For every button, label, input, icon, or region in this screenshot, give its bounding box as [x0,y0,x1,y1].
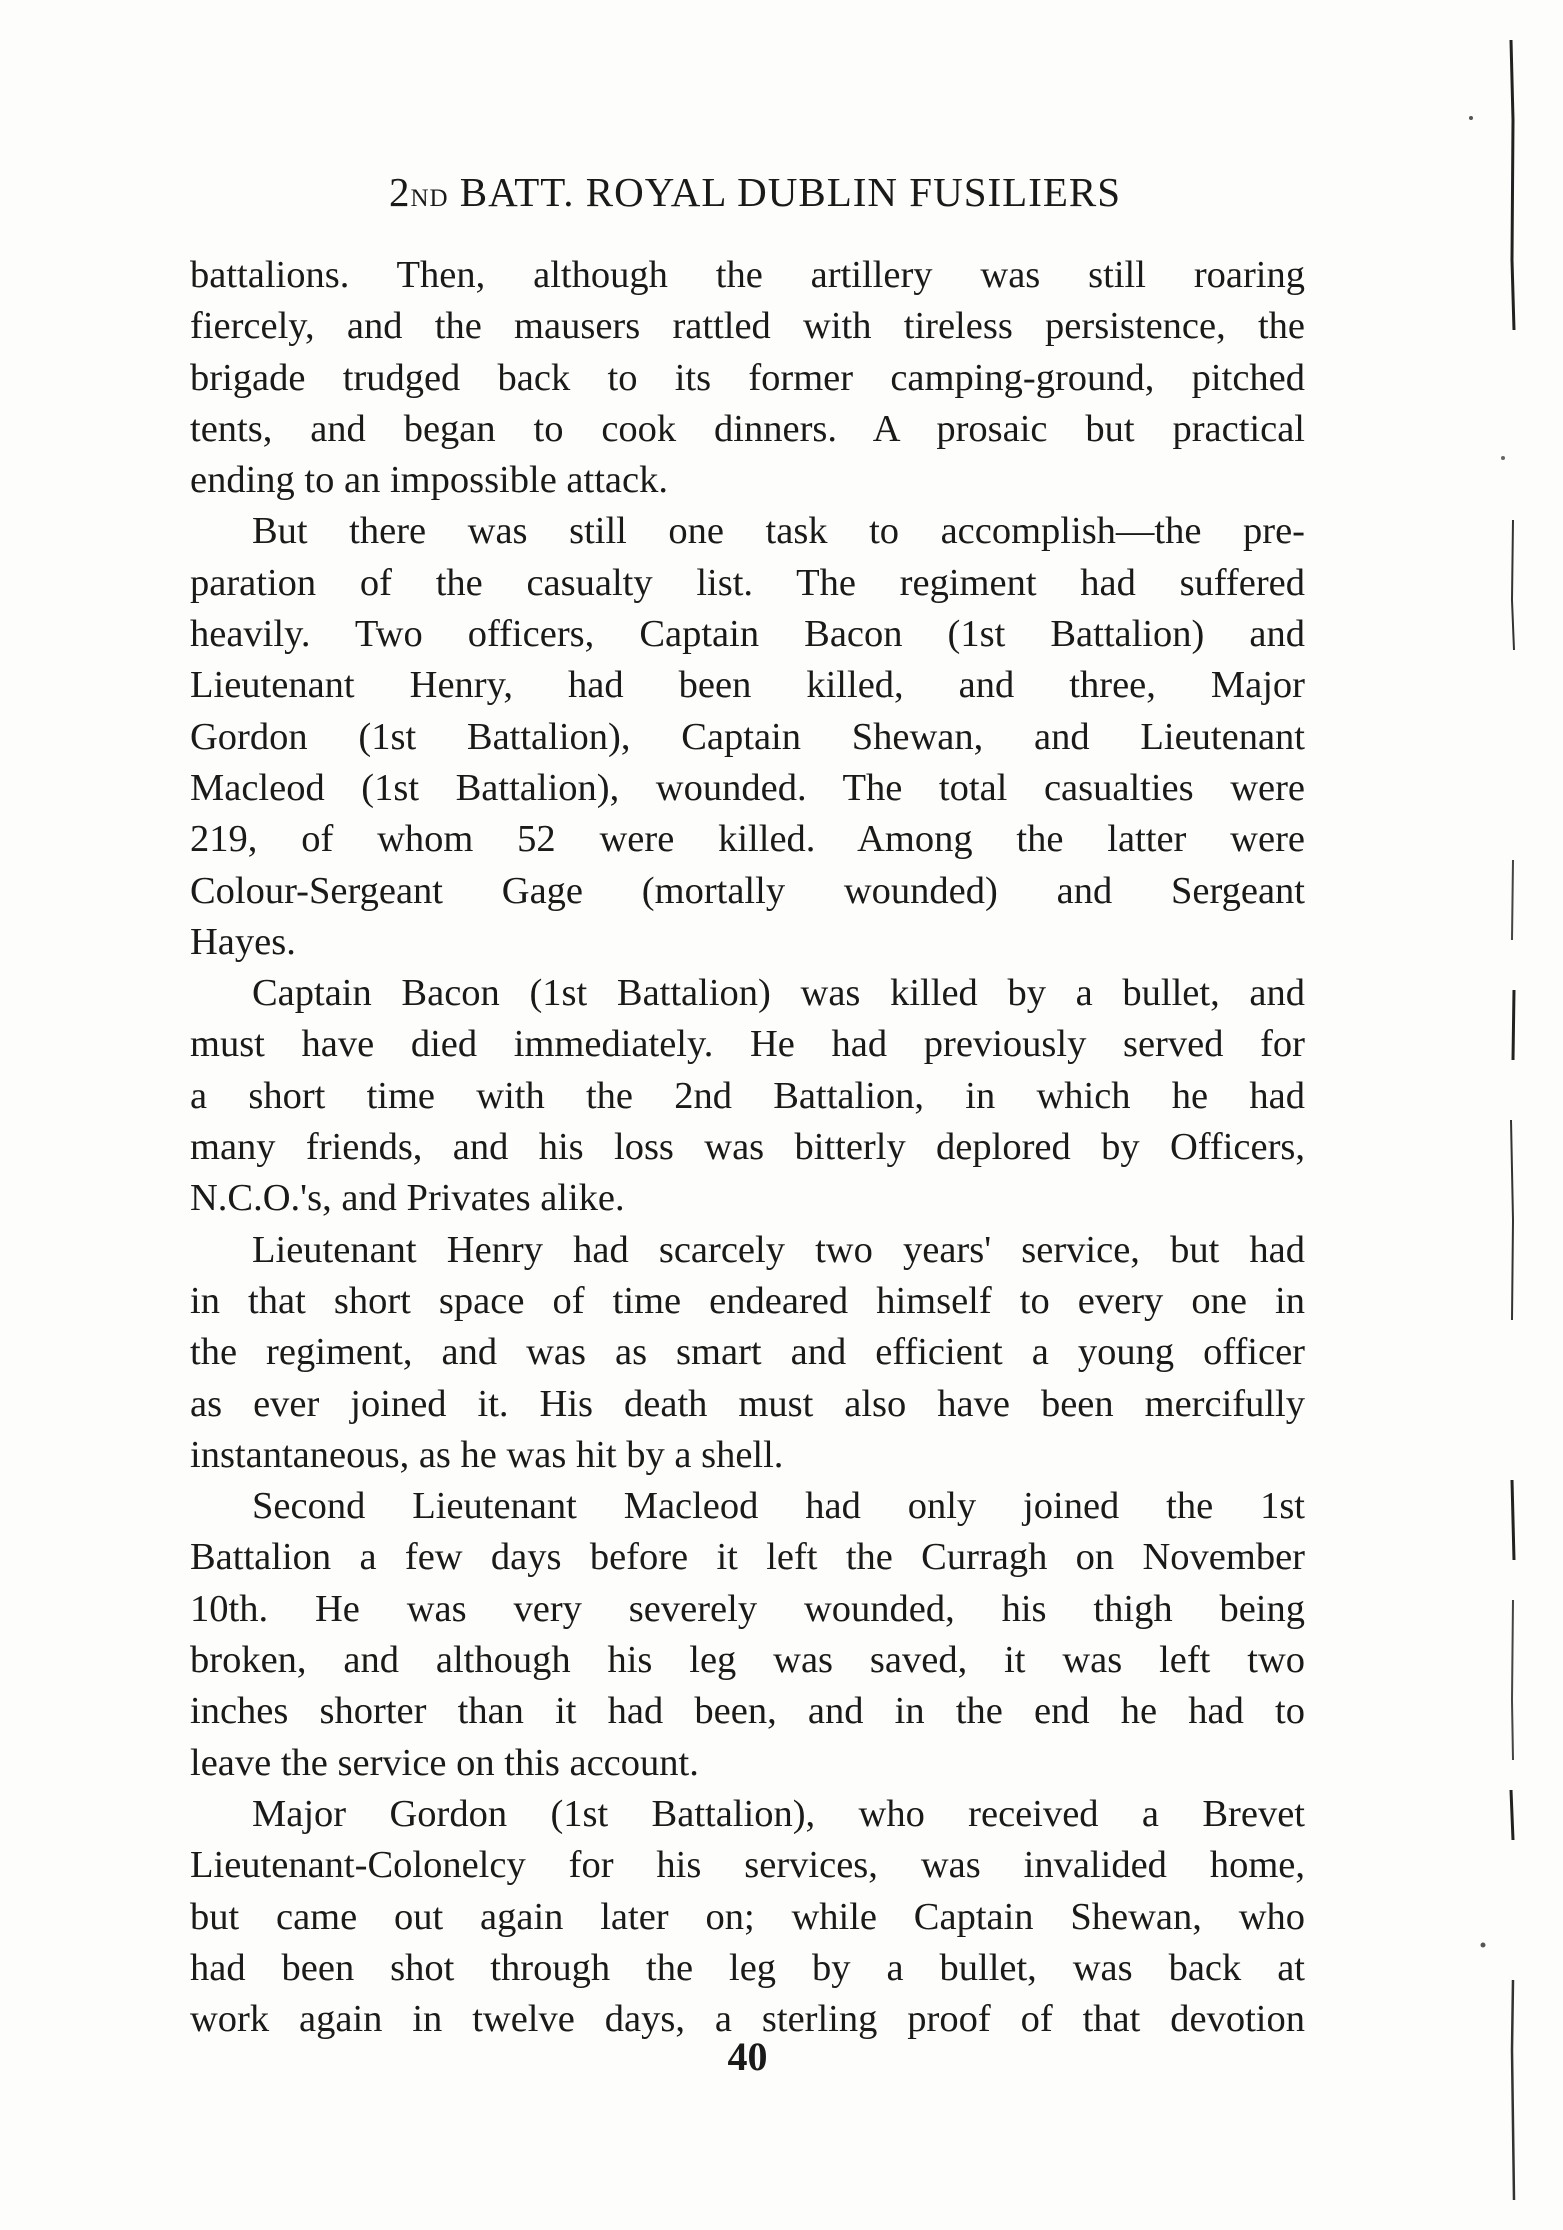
text-line: Colour-Sergeant Gage (mortally wounded) and Sergeant [190,869,1305,912]
text-line: but came out again later on; while Captain Shewan, who [190,1895,1305,1938]
text-line: inches shorter than it had been, and in the end he had to [190,1690,1305,1733]
text-line: ending to an impossible attack. [190,459,668,502]
text-line: Hayes. [190,920,296,963]
body-text [190,250,1305,2045]
text-line: But there was still one task to accomplish—the pre- [252,510,1305,553]
text-line: 219, of whom 52 were killed. Among the latter were [190,818,1305,861]
text-line: Battalion a few days before it left the Curragh on November [190,1536,1305,1579]
text-line: broken, and although his leg was saved, it was left two [190,1639,1305,1682]
text-line: Lieutenant Henry had scarcely two years' service, but had [252,1228,1305,1271]
text-line: the regiment, and was as smart and efficient a young officer [190,1331,1305,1374]
running-head-title: BATT. ROYAL DUBLIN FUSILIERS [448,169,1122,215]
text-line: Macleod (1st Battalion), wounded. The total casualties were [190,766,1305,809]
text-line: heavily. Two officers, Captain Bacon (1st Battalion) and [190,613,1305,656]
text-line: had been shot through the leg by a bullet, was back at [190,1946,1305,1989]
text-line: Lieutenant Henry, had been killed, and three, Major [190,664,1305,707]
text-line: work again in twelve days, a sterling proof of that devotion [190,1998,1305,2041]
text-line: N.C.O.'s, and Privates alike. [190,1177,625,1220]
text-line: fiercely, and the mausers rattled with tireless persistence, the [190,305,1305,348]
page-number: 40 [727,2034,768,2079]
text-line: Captain Bacon (1st Battalion) was killed by a bullet, and [252,972,1305,1015]
text-line: Lieutenant-Colonelcy for his services, was invalided home, [190,1844,1305,1887]
text-line: in that short space of time endeared himself to every one in [190,1279,1305,1322]
running-head [190,168,1320,216]
text-line: brigade trudged back to its former camping-ground, pitched [190,356,1305,399]
running-head-number: 2 [388,169,411,215]
text-line: paration of the casualty list. The regiment had suffered [190,561,1305,604]
text-line: as ever joined it. His death must also have been mercifully [190,1382,1305,1425]
text-line: tents, and began to cook dinners. A prosaic but practical [190,407,1305,450]
text-line: battalions. Then, although the artillery was still roaring [190,254,1305,296]
running-head-ordinal-suffix: ND [410,185,449,212]
text-line: Gordon (1st Battalion), Captain Shewan, and Lieutenant [190,715,1305,758]
text-line: many friends, and his loss was bitterly deplored by Officers, [190,1126,1305,1169]
text-line: a short time with the 2nd Battalion, in which he had [190,1074,1305,1117]
text-line: Major Gordon (1st Battalion), who received a Brevet [252,1792,1305,1835]
binding-edge-shadow [1423,0,1563,2230]
text-line: must have died immediately. He had previously served for [190,1023,1305,1066]
text-line: 10th. He was very severely wounded, his thigh being [190,1587,1305,1630]
text-line: leave the service on this account. [190,1741,699,1784]
text-line: Second Lieutenant Macleod had only joined the 1st [252,1485,1305,1528]
text-line: instantaneous, as he was hit by a shell. [190,1433,784,1476]
